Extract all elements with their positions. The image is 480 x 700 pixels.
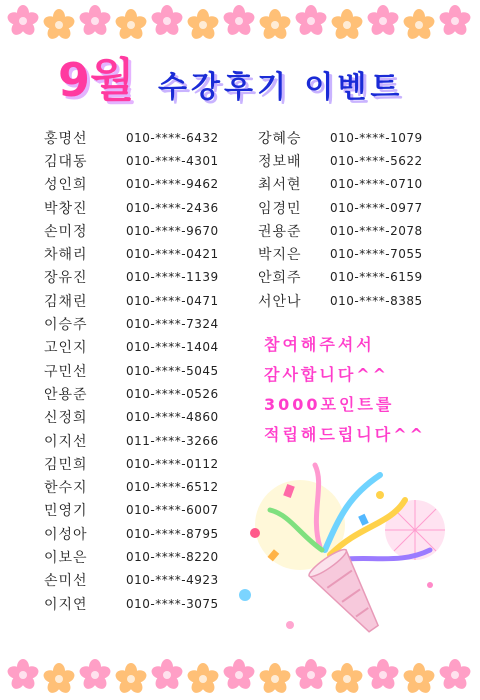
flower-icon	[150, 4, 184, 38]
event-title	[0, 44, 480, 114]
winner-phone: 010-****-6007	[126, 503, 219, 518]
winner-name: 손미정	[44, 223, 88, 240]
winner-row	[258, 266, 423, 289]
flower-icon	[438, 658, 472, 692]
flower-icon	[6, 4, 40, 38]
flower-icon	[222, 4, 256, 38]
flower-icon	[6, 658, 40, 692]
winner-row	[258, 219, 423, 242]
winner-name: 강혜승	[258, 130, 302, 147]
winner-row	[258, 173, 423, 196]
winner-name: 서안나	[258, 293, 302, 310]
winner-phone: 010-****-8795	[126, 526, 219, 541]
winner-phone: 010-****-0526	[126, 386, 219, 401]
winner-name: 이지연	[44, 596, 88, 613]
winner-row	[258, 149, 423, 172]
winner-phone: 010-****-6432	[126, 130, 219, 145]
winner-phone: 010-****-1079	[330, 130, 423, 145]
winner-row	[258, 126, 423, 149]
flower-icon	[330, 662, 364, 696]
winner-row	[44, 173, 219, 196]
winner-name: 차해리	[44, 247, 88, 264]
winner-name: 정보배	[258, 153, 302, 170]
flower-icon	[114, 662, 148, 696]
flower-icon	[186, 8, 220, 42]
winner-name: 이승주	[44, 317, 88, 334]
bottom-flower-border	[0, 656, 480, 696]
winner-name: 김민희	[44, 456, 88, 473]
winner-phone: 010-****-4860	[126, 410, 219, 425]
winner-name: 장유진	[44, 270, 88, 287]
flower-icon	[402, 8, 436, 42]
flower-icon	[114, 8, 148, 42]
winner-row	[44, 359, 219, 382]
winner-phone: 010-****-9462	[126, 177, 219, 192]
winner-phone: 010-****-0112	[126, 456, 219, 471]
winner-name: 김채린	[44, 293, 88, 310]
winner-phone: 010-****-6159	[330, 270, 423, 285]
winner-phone: 010-****-1404	[126, 340, 219, 355]
winner-name: 구민선	[44, 363, 88, 380]
flower-icon	[294, 658, 328, 692]
winner-phone: 010-****-4923	[126, 573, 219, 588]
winner-row	[44, 382, 219, 405]
winner-row	[44, 522, 219, 545]
winner-name: 안희주	[258, 270, 302, 287]
flower-icon	[42, 8, 76, 42]
winner-row	[44, 406, 219, 429]
winner-row	[44, 499, 219, 522]
winner-name: 홍명선	[44, 130, 88, 147]
flower-icon	[78, 658, 112, 692]
flower-icon	[222, 658, 256, 692]
winner-row	[44, 592, 219, 615]
winner-name: 박창진	[44, 200, 88, 217]
message-line-2: 감사합니다^^	[264, 365, 390, 384]
winner-phone: 010-****-6512	[126, 480, 219, 495]
winner-phone: 010-****-2078	[330, 223, 423, 238]
winner-row	[44, 452, 219, 475]
flower-icon	[150, 658, 184, 692]
winner-phone: 010-****-0977	[330, 200, 423, 215]
winner-phone: 010-****-9670	[126, 223, 219, 238]
winner-phone: 010-****-1139	[126, 270, 219, 285]
winner-row	[44, 266, 219, 289]
winner-row	[44, 545, 219, 568]
winner-phone: 010-****-8385	[330, 293, 423, 308]
winner-phone: 010-****-0710	[330, 177, 423, 192]
winner-phone: 011-****-3266	[126, 433, 219, 448]
winner-row	[258, 196, 423, 219]
winner-row	[44, 219, 219, 242]
winner-list-right	[258, 126, 423, 312]
winner-name: 김대동	[44, 153, 88, 170]
winner-name: 손미선	[44, 573, 88, 590]
winner-phone: 010-****-7324	[126, 317, 219, 332]
winner-phone: 010-****-0421	[126, 247, 219, 262]
winner-name: 민영기	[44, 503, 88, 520]
winner-name: 안용준	[44, 386, 88, 403]
party-popper-icon	[230, 455, 475, 655]
flower-icon	[294, 4, 328, 38]
thank-you-message	[264, 330, 474, 450]
winner-phone: 010-****-2436	[126, 200, 219, 215]
winner-name: 한수지	[44, 480, 88, 497]
winner-row	[44, 126, 219, 149]
flower-icon	[258, 662, 292, 696]
flower-icon	[186, 662, 220, 696]
top-flower-border	[0, 2, 480, 42]
flower-icon	[330, 8, 364, 42]
winner-name: 성인희	[44, 177, 88, 194]
winner-phone: 010-****-0471	[126, 293, 219, 308]
winner-row	[258, 242, 423, 265]
winner-name: 이보은	[44, 549, 88, 566]
winner-name: 최서현	[258, 177, 302, 194]
winner-name: 이지선	[44, 433, 88, 450]
winner-row	[44, 312, 219, 335]
flower-icon	[258, 8, 292, 42]
winner-row	[44, 196, 219, 219]
winner-row	[44, 289, 219, 312]
winner-name: 고인지	[44, 340, 88, 357]
flower-icon	[42, 662, 76, 696]
winner-name: 권용준	[258, 223, 302, 240]
message-line-3: 3000포인트를	[264, 395, 395, 414]
winner-phone: 010-****-5622	[330, 153, 423, 168]
flower-icon	[438, 4, 472, 38]
flower-icon	[402, 662, 436, 696]
winner-phone: 010-****-7055	[330, 247, 423, 262]
winner-row	[44, 475, 219, 498]
winner-phone: 010-****-3075	[126, 596, 219, 611]
winner-phone: 010-****-8220	[126, 549, 219, 564]
winner-phone: 010-****-4301	[126, 153, 219, 168]
winner-row	[44, 149, 219, 172]
message-line-4: 적립해드립니다^^	[264, 425, 427, 444]
winner-name: 임경민	[258, 200, 302, 217]
winner-row	[44, 569, 219, 592]
title-event: 수강후기 이벤트	[158, 70, 404, 105]
title-month: 9월	[58, 53, 135, 107]
winner-row	[44, 429, 219, 452]
flower-icon	[366, 4, 400, 38]
winner-name: 신정희	[44, 410, 88, 427]
message-line-1: 참여해주셔서	[264, 335, 375, 354]
winner-row	[44, 336, 219, 359]
winner-row	[258, 289, 423, 312]
winner-list-left	[44, 126, 219, 615]
winner-row	[44, 242, 219, 265]
winner-name: 이성아	[44, 526, 88, 543]
winner-phone: 010-****-5045	[126, 363, 219, 378]
flower-icon	[366, 658, 400, 692]
winner-name: 박지은	[258, 247, 302, 264]
flower-icon	[78, 4, 112, 38]
